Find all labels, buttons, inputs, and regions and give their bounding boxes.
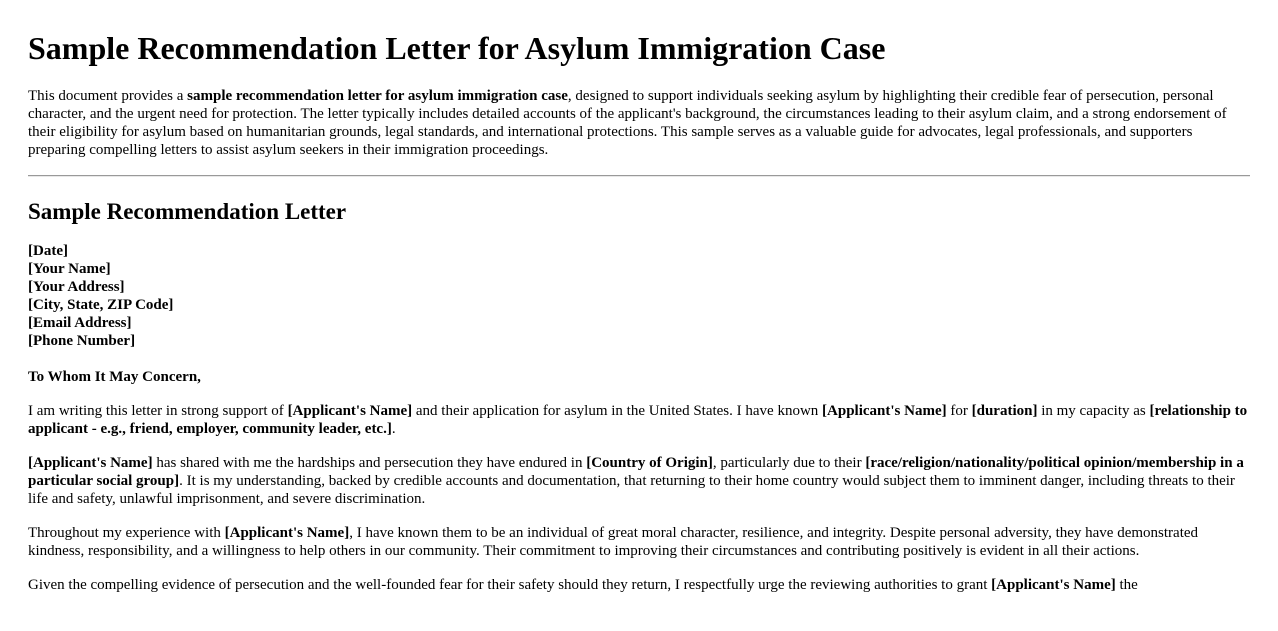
section-divider — [28, 175, 1250, 177]
document-page — [0, 30, 1278, 594]
intro-paragraph — [28, 87, 1250, 159]
p1-placeholder: [Applicant's Name] — [287, 403, 413, 419]
p1-text: . — [391, 421, 396, 437]
address-street: [Your Address] — [28, 279, 125, 295]
address-date: [Date] — [28, 243, 68, 259]
p1-text: and their application for asylum in the United States. I have known — [412, 403, 823, 419]
p2-text: has shared with me the hardships and persecution they have endured in — [152, 455, 587, 471]
section-heading: Sample Recommendation Letter — [28, 199, 347, 224]
salutation: To Whom It May Concern, — [28, 369, 201, 385]
p4-text: the — [1115, 577, 1138, 593]
intro-text-start: This document provides a — [28, 88, 188, 104]
p4-placeholder: [Applicant's Name] — [991, 577, 1116, 593]
p1-text: in my capacity as — [1037, 403, 1150, 419]
intro-bold-phrase: sample recommendation letter for asylum immigration case — [187, 88, 568, 104]
p3-text: , I have known them to be an individual of great moral character, resilience, and integrity. Despite personal adversity, they have demonstrated kindness, responsibility, and a willingness to help others in our community. Their commitment to improving their circumstances and contributing positively is evident in all their actions. — [28, 525, 1199, 559]
page-title: Sample Recommendation Letter for Asylum Immigration Case — [28, 30, 886, 66]
address-email: [Email Address] — [28, 315, 132, 331]
p1-placeholder: [Applicant's Name] — [822, 403, 947, 419]
p2-text: , particularly due to their — [712, 455, 866, 471]
p1-text: I am writing this letter in strong support of — [28, 403, 288, 419]
p2-text: . It is my understanding, backed by credible accounts and documentation, that returning to their home country would subject them to imminent danger, including threats to their life and safety, unlawful imprisonment, and severe discrimination. — [28, 473, 1235, 507]
p4-text: Given the compelling evidence of persecution and the well-founded fear for their safety should they return, I respectfully urge the reviewing authorities to grant — [28, 577, 992, 593]
intro-text-end: , designed to support individuals seeking asylum by highlighting their credible fear of persecution, personal character, and the urgent need for protection. The letter typically includes detailed accounts of the applicant's background, the circumstances leading to their asylum claim, and a strong endorsement of their eligibility for asylum based on humanitarian grounds, legal standards, and international protections. This sample serves as a valuable guide for advocates, legal professionals, and supporters preparing compelling letters to assist asylum seekers in their immigration proceedings. — [28, 88, 1227, 158]
p1-text: for — [946, 403, 972, 419]
letter-paragraph-3 — [28, 524, 1250, 560]
p2-placeholder: [Country of Origin] — [586, 455, 713, 471]
letter-paragraph-4 — [28, 576, 1250, 594]
p3-text: Throughout my experience with — [28, 525, 225, 541]
letter-paragraph-2 — [28, 454, 1250, 508]
p2-placeholder: [race/religion/nationality/political opinion/membership in a particular social group] — [28, 455, 1244, 489]
address-phone: [Phone Number] — [28, 333, 136, 349]
p1-placeholder: [relationship to applicant - e.g., friend, employer, community leader, etc.] — [28, 403, 1248, 437]
letter-paragraph-1 — [28, 402, 1250, 438]
address-name: [Your Name] — [28, 261, 111, 277]
address-city: [City, State, ZIP Code] — [28, 297, 174, 313]
p3-placeholder: [Applicant's Name] — [224, 525, 350, 541]
sender-address-block — [28, 242, 1250, 350]
p2-placeholder: [Applicant's Name] — [28, 455, 153, 471]
p1-placeholder: [duration] — [971, 403, 1038, 419]
